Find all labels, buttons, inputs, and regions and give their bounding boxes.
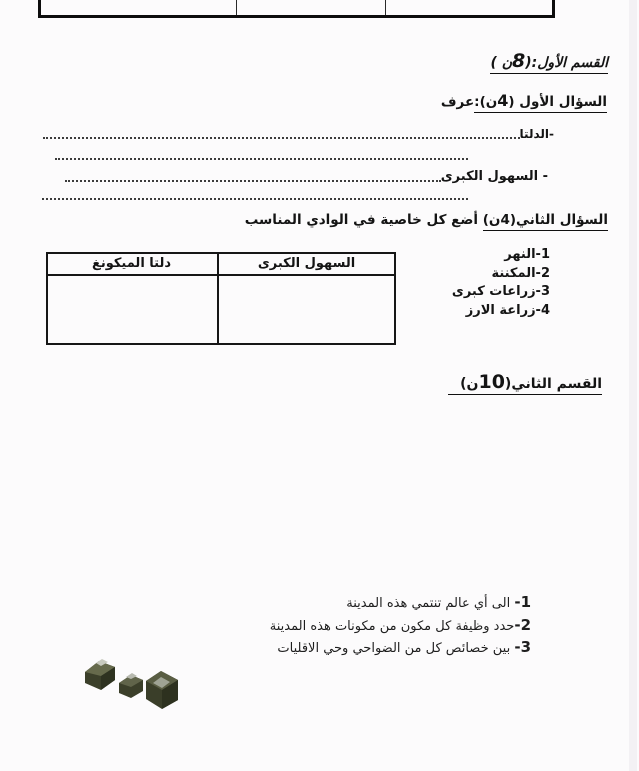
question2-heading [245,212,608,228]
section1-label-end: ن ) [490,55,513,71]
list-item: 1-النهر [504,247,550,262]
section2-underline [448,371,602,395]
question2-instruction: أضع كل خاصية في الوادي المناسب [244,212,483,228]
question1-underline [474,91,607,113]
definition-line-blank-1 [55,151,468,162]
definition-term-delta: -الدلتا [519,126,554,141]
question-line [270,637,531,660]
definition-line-plains [65,167,548,184]
question1-label: السؤال الأول ( [508,94,607,110]
question-number: 3- [514,638,531,656]
question-number: 2- [514,615,531,634]
table-header-mekong-delta: دلتا الميكونغ [91,256,172,271]
characteristics-list [452,246,550,320]
question1-heading [441,91,607,110]
scan-edge-shadow [629,0,637,771]
top-partial-table [38,0,555,18]
section1-points: 8 [512,50,526,72]
section2-label: القسم الثاني( [504,376,602,392]
table-column-divider [217,254,219,343]
question-line [270,592,531,615]
table-column-divider [236,0,237,15]
table-header-great-plains: السهول الكبرى [257,256,356,271]
dotted-answer-line [65,180,441,182]
dotted-answer-line [43,137,520,139]
definition-term-plains: - السهول الكبرى [440,168,548,184]
section2-points: 10 [478,371,505,393]
matching-table [46,252,396,345]
list-item: 3-زراعات كبرى [451,284,550,299]
section2-questions [270,592,531,660]
question-text: حدد وظيفة كل مكون من مكونات هذه المدينة [269,618,515,634]
dotted-answer-line [55,158,468,160]
definition-line-blank-2 [42,190,468,202]
question1-label-end: ن): [474,94,498,110]
section2-label-end: ن) [460,376,479,392]
section2-heading [448,371,602,393]
section1-heading [490,50,608,72]
definition-line-delta [43,127,554,141]
list-item: 2-المكننة [491,265,550,281]
section1-label: القسم الأول:( [525,55,608,71]
question2-title: السؤال الثاني(4ن) [483,212,608,231]
question-line [270,615,531,638]
list-item: 4-زراعة الارز [465,302,550,318]
section1-underline [490,50,608,74]
question-number: 1- [514,593,531,611]
question1-verb: عرف [440,94,475,110]
table-column-divider [385,0,386,15]
question-text: بين خصائص كل من الضواحي وحي الاقليات [277,641,515,656]
city-3d-model-image [82,650,182,712]
dotted-answer-line [42,198,468,200]
table-header-divider [48,274,394,276]
question-text: الى أي عالم تنتمي هذه المدينة [346,596,515,611]
question1-points: 4 [497,91,509,110]
